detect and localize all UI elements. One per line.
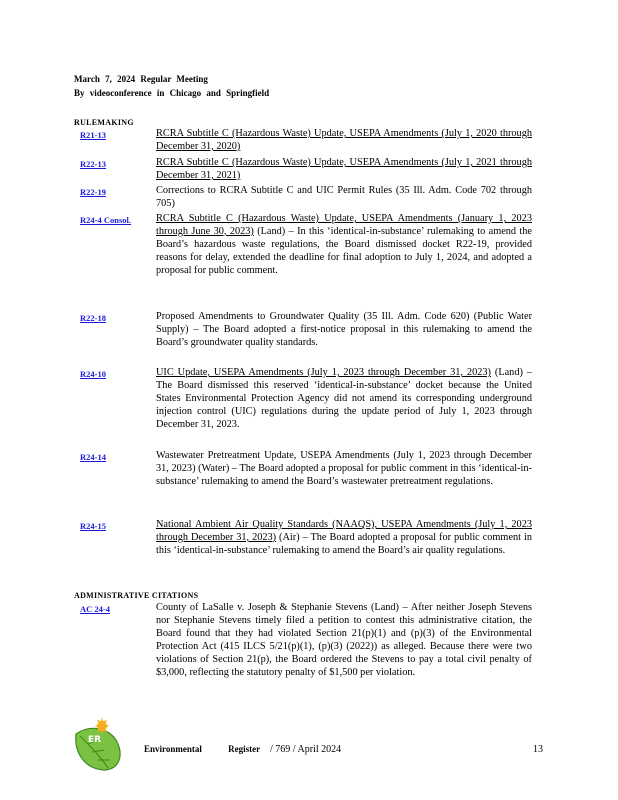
page-number: 13: [533, 744, 543, 755]
docket-link[interactable]: R21-13: [80, 130, 106, 140]
docket-link[interactable]: R24-14: [80, 452, 106, 462]
docket-link[interactable]: R24-4 Consol.: [80, 215, 132, 225]
entry-text: Proposed Amendments to Groundwater Quality (35 Ill. Adm. Code 620) (Public Water Supply) – The Board adopted a first-notice proposal in this rulemaking to amend the Board’s groundwater quality standards.: [156, 311, 532, 348]
entry-title: UIC Update, USEPA Amendments (July 1, 2023 through December 31, 2023): [156, 367, 491, 378]
citations-heading: ADMINISTRATIVE CITATIONS: [74, 591, 199, 600]
docket-link[interactable]: R24-10: [80, 369, 106, 379]
footer-publication: Environmental Register: [144, 744, 261, 754]
entry-title: RCRA Subtitle C (Hazardous Waste) Update, USEPA Amendments (July 1, 2021 through December 31, 2021): [156, 157, 532, 181]
docket-link[interactable]: R22-18: [80, 313, 106, 323]
leaf-logo-icon: [72, 716, 124, 772]
meeting-date: March 7, 2024 Regular Meeting: [74, 74, 208, 84]
meeting-location: By videoconference in Chicago and Springfield: [74, 88, 270, 98]
entry-text: (Land) – In this ‘identical-in-substance’ rulemaking to amend the Board’s hazardous waste regulations, the Board dismissed docket R22-19, provided reasons for delay, extended the deadline for final adoption to July 1, 2024, and adopted a proposal for public comment.: [156, 225, 533, 276]
docket-link[interactable]: AC 24-4: [80, 604, 110, 614]
rulemaking-heading: RULEMAKING: [74, 118, 134, 127]
docket-link[interactable]: R22-19: [80, 187, 106, 197]
entry-text: (Land) – The Board dismissed this reserved ‘identical-in-substance’ docket because the United States Environmental Protection Agency did not amend its corresponding underground injection control (UIC) regulations during the update period of July 1, 2023 through December 31, 2023.: [156, 367, 532, 430]
entry-text: County of LaSalle v. Joseph & Stephanie Stevens (Land) – After neither Joseph Stevens nor Stephanie Stevens timely filed a petition to contest this administrative citation, the Board found that they had violated Section 21(p)(1) and (p)(3) of the Environmental Protection Act (415 ILCS 5/21(p)(1), (p)(3) (2022)) as alleged. Because there were two violations of Section 21(p), the Board ordered the Stevens to pay a total civil penalty of $3,000, reflecting the statutory penalty of $1,500 per violation.: [156, 602, 532, 678]
entry-text: Corrections to RCRA Subtitle C and UIC Permit Rules (35 Ill. Adm. Code 702 through 705): [156, 185, 532, 209]
entry-title: RCRA Subtitle C (Hazardous Waste) Update, USEPA Amendments (July 1, 2020 through December 31, 2020): [156, 128, 532, 152]
docket-link[interactable]: R22-13: [80, 159, 106, 169]
entry-text: Wastewater Pretreatment Update, USEPA Amendments (July 1, 2023 through December 31, 2023) (Water) – The Board adopted a proposal for public comment in this ‘identical-in-substance’ rulemaking to amend the Board’s wastewater pretreatment regulations.: [156, 450, 532, 487]
footer-issue: / 769 / April 2024: [270, 744, 342, 755]
docket-link[interactable]: R24-15: [80, 521, 106, 531]
svg-text:ER: ER: [88, 735, 102, 745]
entry-title: RCRA Subtitle C (Hazardous Waste) Update, USEPA Amendments (January 1, 2023 through June 30, 2023): [156, 213, 532, 237]
entry-text: (Air) – The Board adopted a proposal for public comment in this ‘identical-in-substance’ rulemaking to amend the Board’s air quality regulations.: [156, 531, 532, 556]
entry-title: National Ambient Air Quality Standards (NAAQS), USEPA Amendments (July 1, 2023 through December 31, 2023): [156, 519, 532, 543]
